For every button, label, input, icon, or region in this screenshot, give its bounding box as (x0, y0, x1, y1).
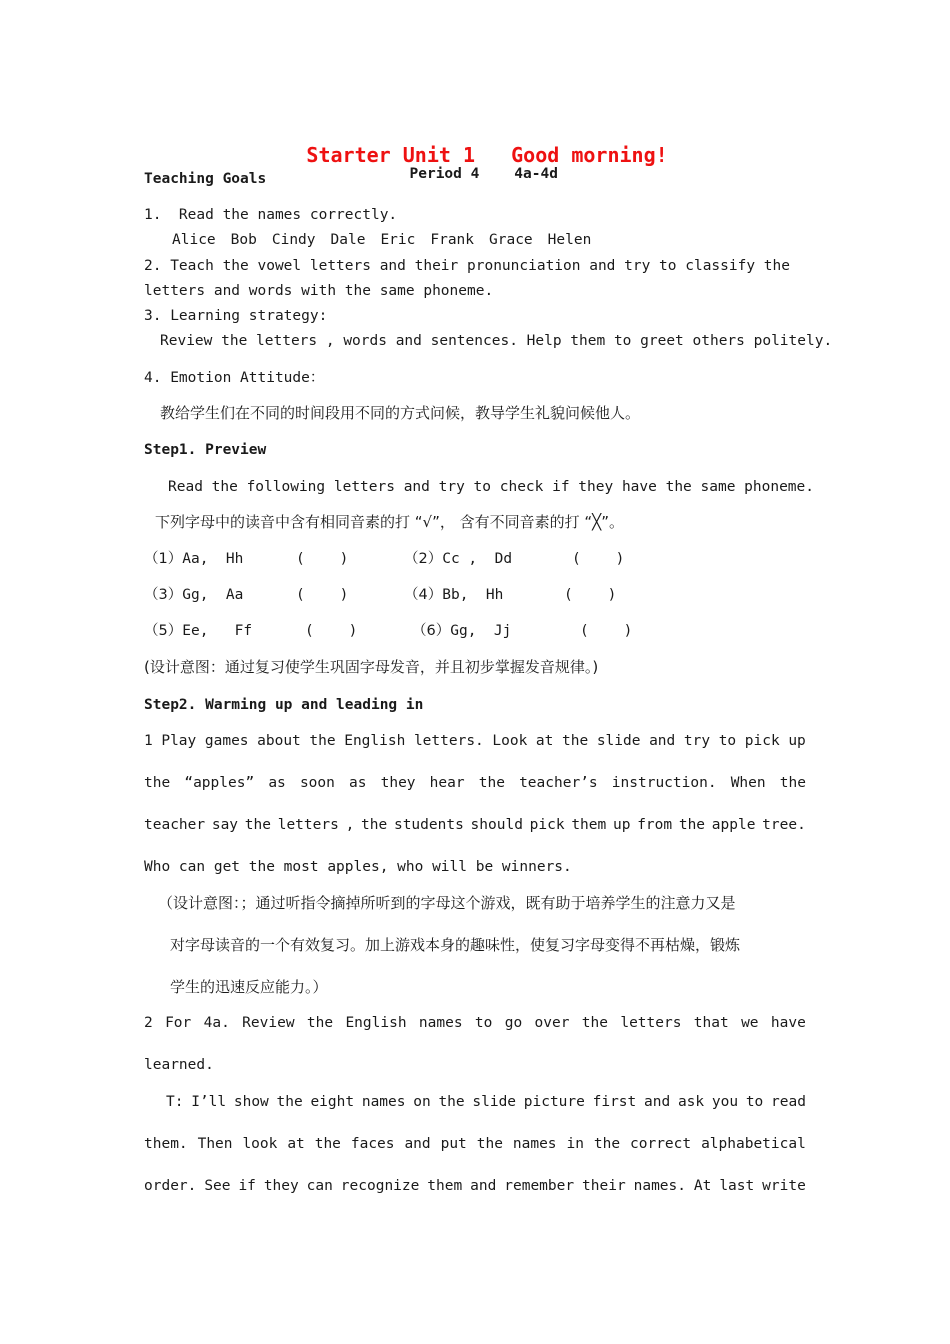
word: slide (596, 733, 641, 749)
word: to (718, 733, 737, 749)
word: At (693, 1178, 712, 1194)
word: faces (350, 1136, 395, 1152)
word: For (165, 1015, 192, 1031)
word: to (474, 1015, 493, 1031)
word: Review (242, 1015, 295, 1031)
exercise-3: （3）Gg, Aa (144, 587, 244, 603)
word: from (637, 817, 673, 833)
word: look (242, 1136, 278, 1152)
word: over (534, 1015, 570, 1031)
word: hear (429, 775, 465, 791)
step2-p2-line1 (144, 1013, 806, 1033)
goal-4: 4. Emotion Attitude： (144, 370, 325, 386)
word: games (204, 733, 249, 749)
exercise-5: （5）Ee, Ff (144, 623, 253, 639)
goal-2-line-1: 2. Teach the vowel letters and their pronunciation and try to classify the (144, 258, 791, 274)
word: the (276, 1094, 303, 1110)
word: pick (529, 817, 565, 833)
exercise-1-blank[interactable]: ( ) (296, 551, 349, 567)
word: as (268, 775, 286, 791)
period-line (0, 144, 950, 184)
word: say (211, 817, 239, 833)
word: go (504, 1015, 523, 1031)
student-name: Frank (430, 232, 475, 248)
word: names (512, 1136, 557, 1152)
goal-4-detail: 教给学生们在不同的时间段用不同的方式问候，教导学生礼貌问候他人。 (160, 404, 641, 422)
step2-p2-line2: learned. (144, 1057, 214, 1073)
word: remember (504, 1178, 575, 1194)
word: on (413, 1094, 431, 1110)
word: the (478, 775, 505, 791)
word: “apples” (184, 775, 255, 791)
word: and (644, 1094, 671, 1110)
word: show (233, 1094, 269, 1110)
word: recognize (340, 1178, 420, 1194)
word: the (314, 1136, 341, 1152)
step2-p1-line4: Who can get the most apples, who will be winners. (144, 859, 572, 875)
word: have (770, 1015, 806, 1031)
word: the (244, 817, 271, 833)
step1-instruction-en: Read the following letters and try to check if they have the same phoneme. (168, 479, 815, 495)
word: names (361, 1094, 406, 1110)
word: students (393, 817, 464, 833)
word: the (476, 1136, 503, 1152)
word: When (730, 775, 766, 791)
word: Look (492, 733, 528, 749)
exercise-5-blank[interactable]: ( ) (305, 623, 358, 639)
step2-p3-line1 (166, 1092, 806, 1112)
word: write (762, 1178, 806, 1194)
word: their (582, 1178, 626, 1194)
word: them (571, 817, 607, 833)
exercise-4: （4）Bb, Hh (404, 587, 504, 603)
word: the (593, 1136, 621, 1152)
word: last (719, 1178, 755, 1194)
step2-p1-line1 (144, 731, 806, 751)
step1-heading: Step1. Preview (144, 442, 267, 458)
step2-heading: Step2. Warming up and leading in (144, 697, 424, 713)
word: that (693, 1015, 729, 1031)
word: up (612, 817, 631, 833)
word: about (257, 733, 301, 749)
exercise-2: （2）Cc , Dd (404, 551, 513, 567)
step2-p1-line3 (144, 815, 806, 835)
step2-note-line1: （设计意图：；通过听指令摘掉所听到的字母这个游戏，既有助于培养学生的注意力又是 (158, 894, 736, 912)
teaching-goals-heading: Teaching Goals (144, 171, 267, 187)
word: to (745, 1094, 764, 1110)
period-label: Period 4 (409, 166, 480, 182)
student-name: Grace (489, 232, 533, 248)
word: pick (744, 733, 780, 749)
word: Then (197, 1136, 233, 1152)
word: the (562, 733, 589, 749)
word: the (438, 1094, 465, 1110)
word: and (649, 733, 676, 749)
word: 2 (144, 1015, 153, 1031)
word: if (238, 1178, 256, 1194)
word: eight (310, 1094, 355, 1110)
word: at (535, 733, 554, 749)
word: names. (633, 1178, 686, 1194)
word: put (440, 1136, 467, 1152)
word: 4a. (203, 1015, 230, 1031)
step1-instruction-cn: 下列字母中的读音中含有相同音素的打 “√”， 含有不同音素的打 “╳”。 (155, 513, 624, 531)
word: See (204, 1178, 231, 1194)
word: read (771, 1094, 806, 1110)
word: letters (620, 1015, 682, 1031)
step1-design-note: (设计意图：通过复习使学生巩固字母发音，并且初步掌握发音规律。) (144, 658, 599, 676)
student-name: Bob (230, 232, 257, 248)
word: them. (144, 1136, 188, 1152)
goal-3: 3. Learning strategy: (144, 308, 328, 324)
word: 1 (144, 733, 153, 749)
student-name: Eric (380, 232, 416, 248)
step2-note-line3: 学生的迅速反应能力。） (170, 978, 328, 996)
word: teacher (144, 817, 206, 833)
word: try (683, 733, 711, 749)
word: English (344, 733, 406, 749)
exercise-4-blank[interactable]: ( ) (564, 587, 617, 603)
step2-p1-line2 (144, 773, 806, 793)
step2-note-line2: 对字母读音的一个有效复习。加上游戏本身的趣味性，使复习字母变得不再枯燥，锻炼 (170, 936, 741, 954)
word: they (380, 775, 416, 791)
word: they (263, 1178, 299, 1194)
word: slide (472, 1094, 517, 1110)
word: and (404, 1136, 431, 1152)
word: can (306, 1178, 333, 1194)
exercise-1: （1）Aa, Hh (144, 551, 244, 567)
word: should (470, 817, 523, 833)
word: you (711, 1094, 739, 1110)
word: we (741, 1015, 759, 1031)
word: up (788, 733, 806, 749)
word: T: (166, 1094, 184, 1110)
title-unit: Starter Unit 1 (306, 143, 475, 167)
word: the (678, 817, 706, 833)
word: letters. (413, 733, 484, 749)
word: instruction. (611, 775, 717, 791)
word: them (427, 1178, 463, 1194)
period-range: 4a-4d (514, 166, 558, 182)
word: soon (299, 775, 335, 791)
word: in (566, 1136, 584, 1152)
word: at (287, 1136, 305, 1152)
student-names-row (172, 230, 606, 250)
exercise-6-blank[interactable]: ( ) (580, 623, 633, 639)
word: apple (711, 817, 756, 833)
word: the (309, 733, 336, 749)
word: teacher’s (519, 775, 598, 791)
word: Play (161, 733, 197, 749)
word: the (581, 1015, 608, 1031)
student-name: Alice (172, 232, 216, 248)
word: tree. (762, 817, 806, 833)
word: alphabetical (701, 1136, 806, 1152)
goal-3-detail: Review the letters , words and sentences. Help them to greet others politely. (160, 333, 833, 349)
student-name: Helen (547, 232, 592, 248)
word: correct (630, 1136, 692, 1152)
student-name: Cindy (271, 232, 316, 248)
word: the (144, 775, 171, 791)
word: English (345, 1015, 407, 1031)
word: , (345, 817, 355, 833)
word: first (592, 1094, 637, 1110)
word: the (779, 775, 806, 791)
title-lesson: Good morning! (511, 143, 668, 167)
word: picture (523, 1094, 585, 1110)
goal-1: 1. Read the names correctly. (144, 207, 398, 223)
word: names (418, 1015, 463, 1031)
word: as (349, 775, 367, 791)
exercise-2-blank[interactable]: ( ) (572, 551, 625, 567)
word: order. (144, 1178, 197, 1194)
word: I’ll (191, 1094, 227, 1110)
word: letters (277, 817, 339, 833)
word: the (361, 817, 388, 833)
student-name: Dale (330, 232, 366, 248)
word: and (470, 1178, 497, 1194)
word: ask (677, 1094, 705, 1110)
step2-p3-line3 (144, 1176, 806, 1196)
exercise-3-blank[interactable]: ( ) (296, 587, 349, 603)
exercise-6: （6）Gg, Jj (412, 623, 512, 639)
step2-p3-line2 (144, 1134, 806, 1154)
goal-2-line-2: letters and words with the same phoneme. (144, 283, 494, 299)
word: the (306, 1015, 334, 1031)
